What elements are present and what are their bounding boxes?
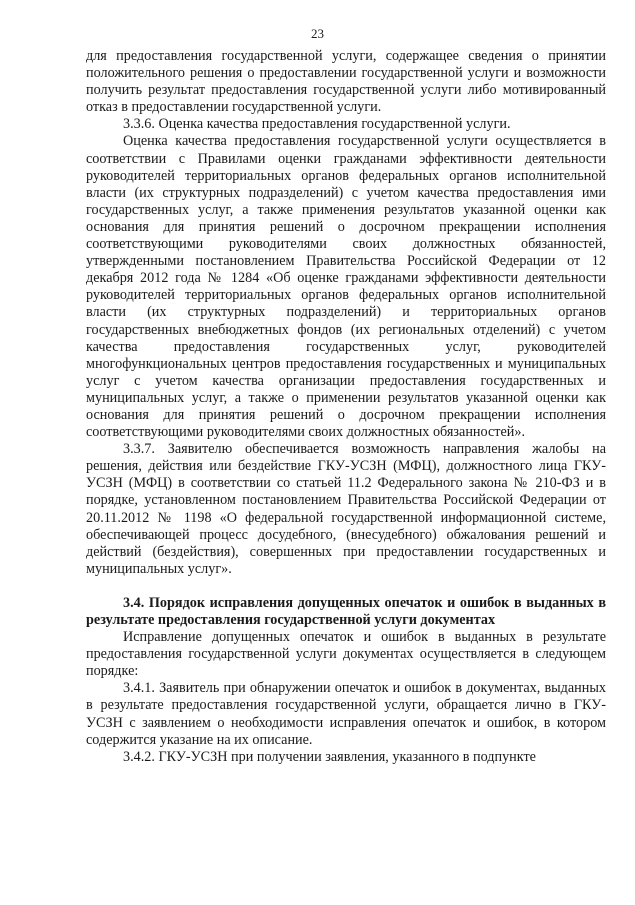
paragraph-3-4-1: 3.4.1. Заявитель при обнаружении опечаток и ошибок в документах, выданных в результате предоставления государственной услуги, обращается лично в ГКУ-УСЗН с заявлением о необходимости исправления опечаток и ошибок, в котором содержится указание на их описание. (86, 680, 606, 748)
page-number: 23 (311, 26, 324, 41)
paragraph-quality-assessment: Оценка качества предоставления государственной услуги осуществляется в соответствии с Правилами оценки гражданами эффективности деятельности руководителей территориальных органов федеральных органов исполнительной власти (их структурных подразделений) с учетом качества предоставления ими государственных услуг, а также применения результатов указанной оценки как основания для принятия решений о досрочном прекращении исполнения соответствующими руководителями своих должностных обязанностей, утвержденными постановлением Правительства Российской Федерации от 12 декабря 2012 года № 1284 «Об оценке гражданами эффективности деятельности руководителей территориальных органов федеральных органов исполнительной власти (их структурных подразделений) и территориальных органов государственных внебюджетных фондов (их региональных отделений) с учетом качества предоставления государственных услуг, руководителей многофункциональных центров предоставления государственных и муниципальных услуг с учетом качества организации предоставления государственных и муниципальных услуг, а также о применении результатов указанной оценки как основания для принятия решений о досрочном прекращении исполнения соответствующими руководителями своих должностных обязанностей». (86, 133, 606, 441)
paragraph-3-3-6-title: 3.3.6. Оценка качества предоставления государственной услуги. (123, 116, 511, 133)
paragraph-correction-procedure: Исправление допущенных опечаток и ошибок в выданных в результате предоставления государственной услуги документах осуществляется в следующем порядке: (86, 629, 606, 680)
paragraph-continuation: для предоставления государственной услуги, содержащее сведения о принятии положительного решения о предоставлении государственной услуги и возможности получить результат предоставления государственной услуги либо мотивированный отказ в предоставлении государственной услуги. (86, 48, 606, 116)
paragraph-3-3-7: 3.3.7. Заявителю обеспечивается возможность направления жалобы на решения, действия или бездействие ГКУ-УСЗН (МФЦ), должностного лица ГКУ-УСЗН (МФЦ) в соответствии со статьей 11.2 Федерального закона № 210-ФЗ и в порядке, установленном постановлением Правительства Российской Федерации от 20.11.2012 № 1198 «О федеральной государственной информационной системе, обеспечивающей процесс досудебного, (внесудебного) обжалования решений и действий (бездействия), совершенных при предоставлении государственных и муниципальных услуг». (86, 441, 606, 577)
document-body (86, 48, 606, 766)
section-heading-3-4: 3.4. Порядок исправления допущенных опечаток и ошибок в выданных в результате предоставления государственной услуги документах (86, 594, 606, 628)
paragraph-3-4-2: 3.4.2. ГКУ-УСЗН при получении заявления, указанного в подпункте (123, 748, 536, 765)
